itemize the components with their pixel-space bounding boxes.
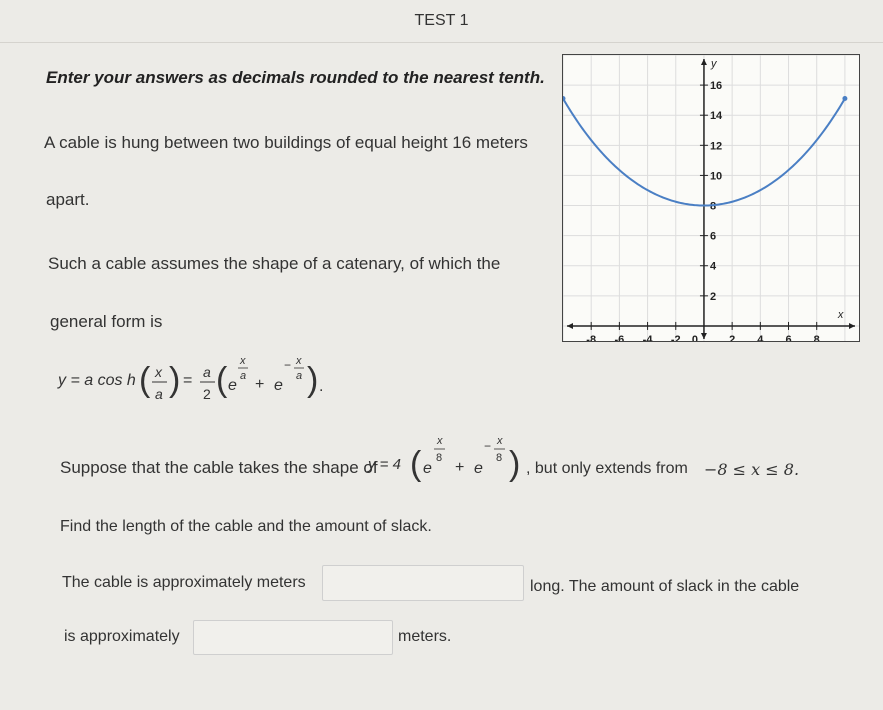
svg-text:(: ( [216, 361, 228, 399]
specific-formula [366, 426, 534, 490]
x-tick-label: -4 [642, 333, 653, 341]
plus-1: + [255, 376, 265, 393]
x-tick-label: 6 [785, 333, 792, 341]
y-tick-label: 4 [709, 260, 717, 273]
y-tick-label: 10 [709, 170, 723, 183]
y-tick-label: 2 [709, 290, 717, 303]
catenary-line-1: Such a cable assumes the shape of a catenary, of which the [48, 254, 501, 273]
x-tick-label: 0 [691, 333, 699, 341]
specific-e-1: e [423, 460, 432, 477]
x-axis-arrow-left [567, 323, 573, 329]
exp1-den: a [240, 370, 247, 382]
y-tick-label: 8 [709, 200, 717, 213]
slack-input[interactable] [193, 620, 393, 655]
catenary-graph-svg [563, 55, 859, 341]
specific-plus: + [455, 459, 465, 476]
x-tick-label: -8 [586, 333, 597, 341]
answer2-suffix: meters. [398, 628, 452, 645]
catenary-line-2: general form is [50, 312, 163, 331]
suppose-text-after: , but only extends from [526, 460, 688, 477]
answer1-prefix: The cable is approximately meters [62, 574, 306, 591]
svg-text:−: − [284, 358, 292, 372]
specific-formula-svg [366, 426, 534, 490]
formula-eq: = [183, 372, 193, 389]
y-tick-label: 6 [709, 230, 717, 243]
header-divider [0, 42, 883, 43]
svg-text:−: − [484, 439, 492, 453]
range-text: −8 ≤ x ≤ 8. [704, 460, 800, 479]
coef-den: 2 [203, 386, 211, 402]
x-tick-label: -2 [670, 333, 681, 341]
x-tick-label: 4 [757, 333, 764, 341]
y-tick-label: 16 [709, 80, 723, 93]
intro-line-1: A cable is hung between two buildings of equal height 16 meters [44, 133, 528, 152]
frac-den: a [155, 386, 163, 402]
formula-lhs: y = a cos h [58, 372, 136, 389]
specific-exp2-num: x [497, 435, 503, 447]
page-title: TEST 1 [414, 12, 469, 29]
frac-num: x [155, 364, 162, 380]
specific-exp1-num: x [437, 435, 443, 447]
suppose-text: Suppose that the cable takes the shape of [60, 458, 378, 477]
x-tick-label: 2 [729, 333, 736, 341]
curve-end-right [842, 96, 847, 101]
y-axis-arrow-down [701, 333, 707, 339]
y-axis-label: y [710, 58, 717, 70]
svg-text:): ) [509, 445, 521, 483]
instruction-text: Enter your answers as decimals rounded to the nearest tenth. [46, 68, 545, 87]
coef-num: a [203, 364, 211, 380]
y-tick-label: 12 [709, 140, 723, 153]
find-text: Find the length of the cable and the amount of slack. [60, 518, 432, 535]
exp2-num: x [296, 355, 302, 367]
specific-exp2-den: 8 [496, 452, 503, 464]
exp1-num: x [240, 355, 246, 367]
x-tick-label: -6 [614, 333, 625, 341]
y-axis-arrow-up [701, 59, 707, 65]
e-1: e [228, 377, 237, 394]
svg-text:(: ( [139, 361, 151, 399]
x-axis-arrow-right [849, 323, 855, 329]
cable-length-input[interactable] [322, 565, 524, 601]
y-tick-label: 14 [709, 110, 723, 123]
specific-e-2: e [474, 460, 483, 477]
general-formula [56, 344, 356, 414]
catenary-graph [562, 54, 860, 342]
svg-text:(: ( [410, 445, 422, 483]
specific-exp1-den: 8 [436, 452, 443, 464]
e-2: e [274, 377, 283, 394]
answer1-suffix: long. The amount of slack in the cable [530, 578, 800, 595]
formula-end: . [319, 378, 324, 395]
answer2-prefix: is approximately [64, 628, 180, 645]
specific-lhs: y = 4 [368, 456, 401, 473]
exp2-den: a [296, 370, 303, 382]
intro-line-2: apart. [46, 190, 90, 209]
x-axis-label: x [837, 308, 844, 321]
x-tick-label: 8 [813, 333, 820, 341]
svg-text:): ) [169, 361, 181, 399]
svg-text:): ) [307, 361, 319, 399]
general-formula-svg [56, 344, 356, 414]
